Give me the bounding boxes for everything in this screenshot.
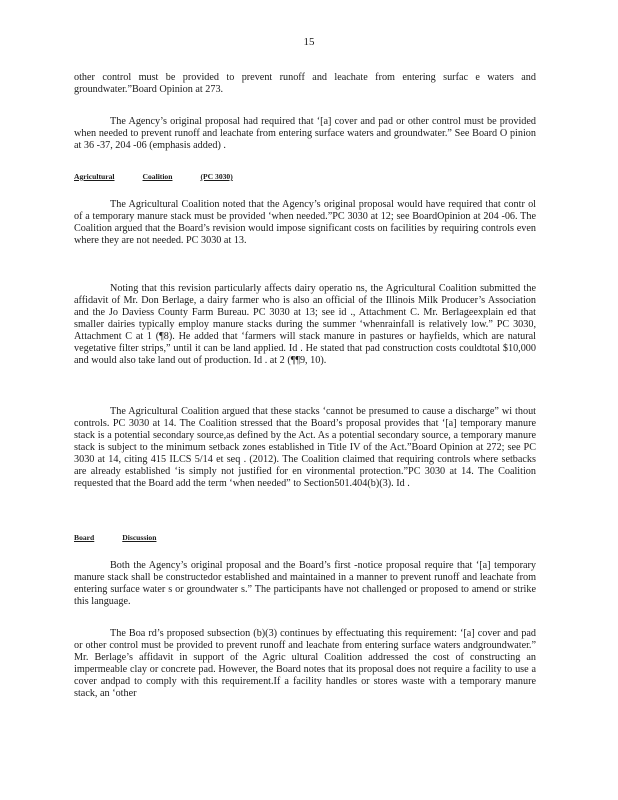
heading-word: Discussion [122, 533, 157, 542]
heading-word: Board [74, 533, 95, 542]
paragraph-1: other control must be provided to prevent runoff and leachate from entering surfac e waters and groundwater.”Board Opinion at 273. [74, 72, 536, 95]
section-heading-agricultural-coalition [74, 172, 261, 181]
page-number: 15 [303, 36, 315, 48]
section-heading-board-discussion [74, 533, 184, 542]
paragraph-5: The Agricultural Coalition argued that these stacks ‘cannot be presumed to cause a discharge” wi thout controls. PC 3030 at 14. The Coalition stressed that the Board’s proposal provides that ‘[a] temporary manure stack is a potential secondary source,as defined by the Act. As a potential secondary source, a temporary manure stack is subject to the minimum setback zones established in Title IV of the Act.”Board Opinion at 272; see PC 3030 at 14, citing 415 ILCS 5/14 et seq . (2012). The Coalition claimed that requiring controls where setbacks are already established ‘is simply not justified for en vironmental protection.”PC 3030 at 14. The Coalition requested that the Board add the term ‘when needed” to Section501.404(b)(3). Id . [74, 406, 536, 489]
paragraph-6: Both the Agency’s original proposal and the Board’s first -notice proposal require that ‘[a] temporary manure stack shall be constructedor established and maintained in a manner to prevent runoff and leachate from entering surface water s or groundwater s.” The participants have not challenged or proposed to amend or strike this language. [74, 560, 536, 607]
heading-word: Coalition [142, 172, 173, 181]
paragraph-3: The Agricultural Coalition noted that the Agency’s original proposal would have required that contr ol of a temporary manure stack must be provided ‘when needed.”PC 3030 at 12; see BoardOpinion at 204 -06. The Coalition argued that the Board’s revision would impose significant costs on facilities by requiring controls even where they are not needed. PC 3030 at 13. [74, 199, 536, 246]
paragraph-2: The Agency’s original proposal had required that ‘[a] cover and pad or other control must be provided when needed to prevent runoff and leachate from entering surface waters and groundwater.” See Board O pinion at 36 -37, 204 -06 (emphasis added) . [74, 116, 536, 151]
paragraph-7: The Boa rd’s proposed subsection (b)(3) continues by effectuating this requirement: ‘[a] cover and pad or other control must be provided to prevent runoff and leachate from entering surface waters andgroundwater.” Mr. Berlage’s affidavit in support of the Agric ultural Coalition addressed the cost of constructing an impermeable clay or concrete pad. However, the Board notes that its proposal does not require a facility to use a cover andpad to comply with this requirement.If a facility handles or stores waste with a temporary manure stack, an ‘other [74, 628, 536, 699]
heading-word: Agricultural [74, 172, 115, 181]
paragraph-4: Noting that this revision particularly affects dairy operatio ns, the Agricultural Coalition submitted the affidavit of Mr. Don Berlage, a dairy farmer who is also an official of the Illinois Milk Producer’s Association and the Jo Daviess County Farm Bureau. PC 3030 at 13; see id ., Attachment C. Mr. Berlageexplain ed that smaller dairies typically employ manure stacks during the summer ‘whenrainfall is relatively low.” PC 3030, Attachment C at 1 (¶8). He added that ‘farmers will stack manure in pastures or hayfields, which are natural vegetative filter strips,” until it can be land applied. Id . He stated that pad construction costs couldtotal $10,000 and would also take land out of production. Id . at 2 (¶¶9, 10). [74, 283, 536, 366]
heading-word: (PC 3030) [200, 172, 233, 181]
